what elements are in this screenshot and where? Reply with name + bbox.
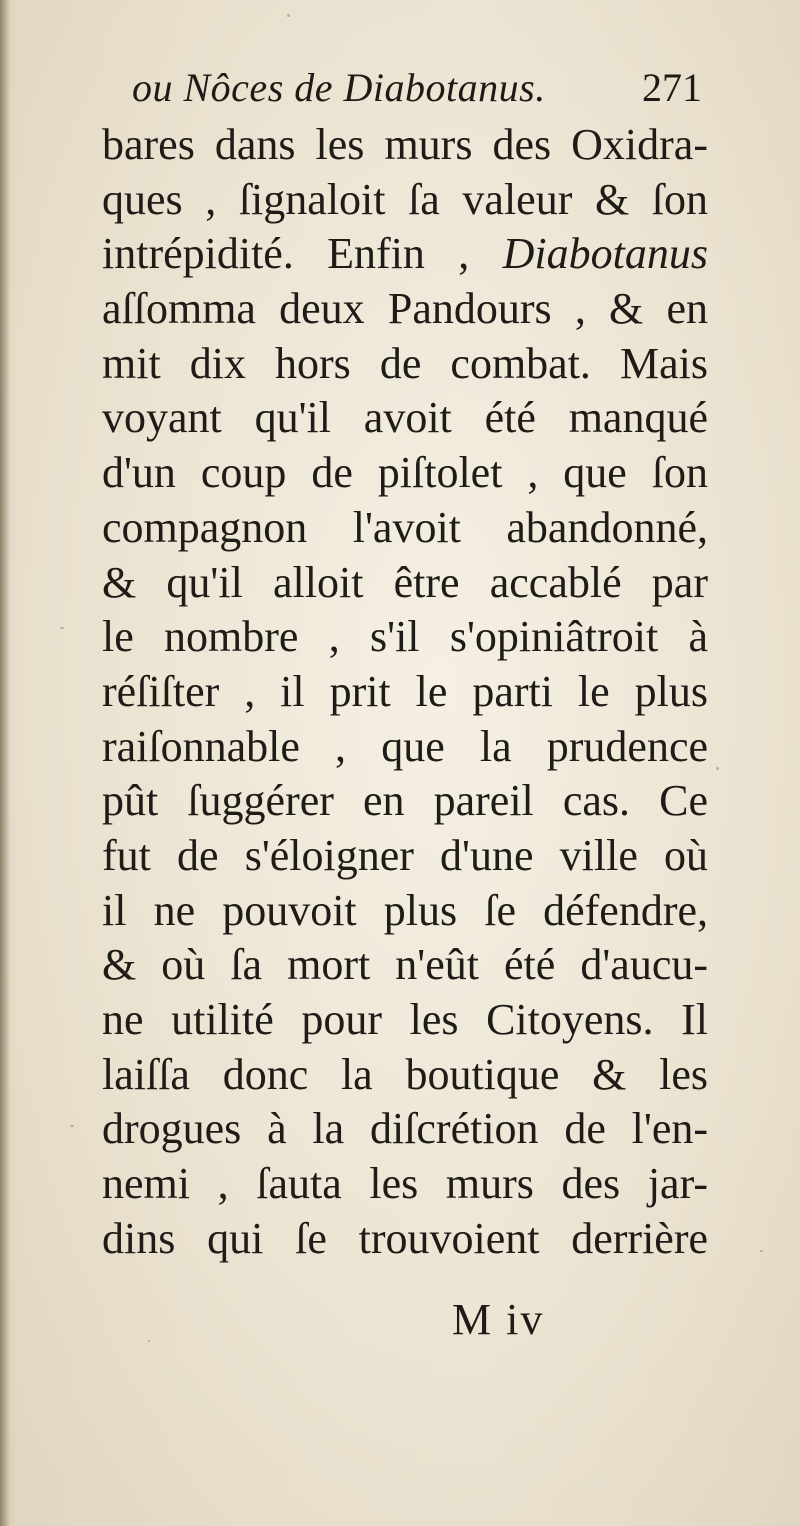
text-line: mit dix hors de combat. Mais: [102, 338, 708, 388]
text-line: ne utilité pour les Citoyens. Il: [102, 995, 708, 1044]
text-line-italic: Diabotanus: [502, 229, 708, 279]
text-line: fut de s'éloigner d'une ville où: [102, 830, 708, 880]
text-line: drogues à la diſcrétion de l'en-: [102, 1104, 708, 1154]
text-line: laiſſa donc la boutique & les: [102, 1049, 708, 1099]
page-header: [132, 64, 702, 114]
text-line-roman: intrépidité. Enfin ,: [102, 229, 503, 279]
text-line: nemi , ſauta les murs des jar-: [102, 1159, 708, 1209]
text-line: le nombre , s'il s'opiniâtroit à: [102, 612, 708, 662]
paper-speck: [148, 1340, 150, 1342]
text-line: bares dans les murs des Oxidra-: [102, 120, 708, 169]
signature-mark: M iv: [452, 1295, 545, 1344]
paper-speck: [760, 1250, 763, 1252]
text-line: aſſomma deux Pandours , & en: [102, 284, 708, 334]
paper-speck: [60, 627, 64, 629]
text-line: ques , ſignaloit ſa valeur & ſon: [102, 174, 708, 224]
running-title: ou Nôces de Diabotanus.: [132, 65, 546, 110]
text-line: dins qui ſe trouvoient derrière: [102, 1213, 708, 1263]
paper-speck: [287, 14, 290, 17]
body-text: [102, 118, 708, 1266]
text-line: réſiſter , il prit le parti le plus: [102, 666, 708, 716]
text-line: [102, 227, 708, 282]
text-line: & qu'il alloit être accablé par: [102, 557, 708, 607]
text-line: & où ſa mort n'eût été d'aucu-: [102, 940, 708, 990]
paper-speck: [70, 1125, 74, 1127]
page-number: 271: [642, 65, 702, 110]
text-line: compagnon l'avoit abandonné,: [102, 502, 708, 552]
paper-speck: [716, 767, 719, 770]
text-line: il ne pouvoit plus ſe défendre,: [102, 885, 708, 935]
text-line: d'un coup de piſtolet , que ſon: [102, 448, 708, 498]
text-line: voyant qu'il avoit été manqué: [102, 393, 708, 443]
text-line: pût ſuggérer en pareil cas. Ce: [102, 776, 708, 826]
page-gutter: [0, 0, 10, 1526]
text-line: raiſonnable , que la prudence: [102, 721, 708, 771]
